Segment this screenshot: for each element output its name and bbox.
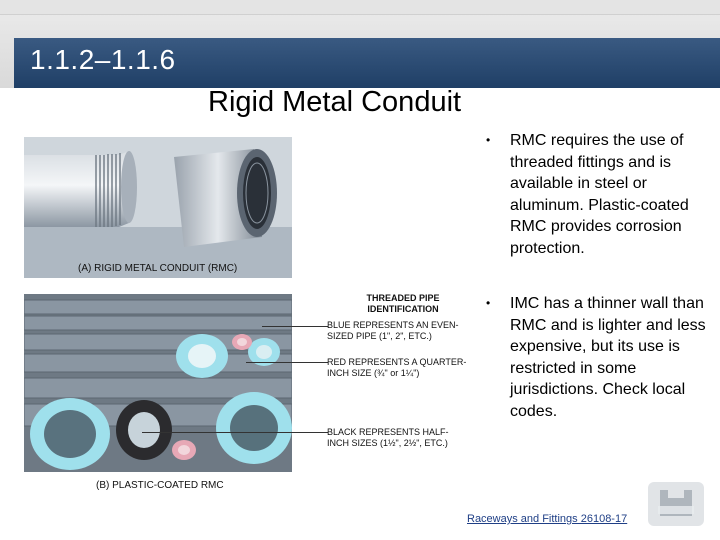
plastic-coated-rmc-caption: (B) PLASTIC-COATED RMC (96, 480, 224, 491)
callout-line-text: INCH SIZE (¾" or 1¼") (327, 368, 420, 378)
bullet-marker: • (486, 296, 491, 310)
nccer-logo (644, 476, 708, 532)
blue-callout (327, 320, 459, 342)
footer-link[interactable]: Raceways and Fittings 26108-17 (467, 513, 628, 525)
slide-number: 1.1.2–1.1.6 (30, 44, 176, 75)
top-strip (0, 0, 720, 15)
red-callout-leader (246, 362, 328, 363)
callout-line-text: INCH SIZES (1½", 2½", ETC.) (327, 438, 448, 448)
red-callout (327, 357, 466, 379)
plastic-coated-rmc-photo (24, 294, 292, 472)
black-callout-leader (142, 432, 328, 433)
callout-heading-line: IDENTIFICATION (367, 304, 439, 314)
slide-title: Rigid Metal Conduit (208, 86, 462, 118)
callout-heading (362, 293, 444, 315)
callout-heading-line: THREADED PIPE (366, 293, 440, 303)
bullet-text: RMC requires the use of threaded fittings and is available in steel or aluminum. Plastic-coated RMC provides corrosion protection. (510, 132, 689, 257)
blue-callout-leader (262, 326, 328, 327)
black-callout (327, 427, 449, 449)
rmc-caption: (A) RIGID METAL CONDUIT (RMC) (78, 263, 238, 274)
callout-line-text: SIZED PIPE (1", 2", ETC.) (327, 331, 432, 341)
callout-line-text: RED REPRESENTS A QUARTER- (327, 357, 467, 367)
bullet-item (486, 293, 708, 422)
bullet-rmc (486, 130, 708, 259)
callout-line-text: BLUE REPRESENTS AN EVEN- (327, 320, 459, 330)
bullet-imc (486, 293, 708, 422)
rmc-photo-drawing (24, 137, 292, 278)
bullet-marker: • (486, 133, 491, 147)
callout-line-text: BLACK REPRESENTS HALF- (327, 427, 449, 437)
rmc-photo (24, 137, 292, 278)
bullet-text: IMC has a thinner wall than RMC and is lighter and less expensive, but its use is restricted in some jurisdictions. Check local codes. (510, 295, 706, 420)
bullet-item (486, 130, 708, 259)
pvc-pipes-drawing (24, 294, 292, 472)
nccer-logo-icon (644, 476, 708, 532)
